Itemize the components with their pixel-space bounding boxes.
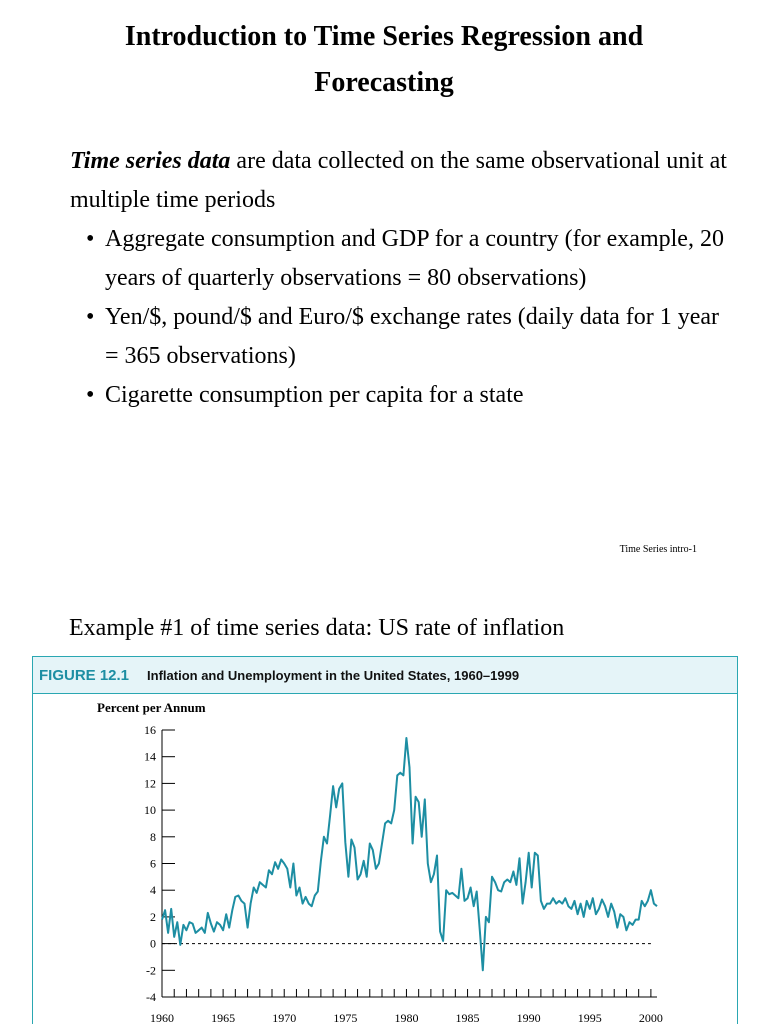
figure-header: [33, 657, 737, 694]
title-line-2: Forecasting: [314, 67, 454, 98]
intro-paragraph: [70, 142, 730, 220]
bullet-dot: •: [86, 304, 95, 330]
intro-term: Time series data: [70, 148, 231, 174]
bullet-dot: •: [86, 226, 95, 252]
bullet-item: [70, 220, 730, 298]
y-tick-label: 10: [144, 803, 156, 818]
figure-panel: [32, 656, 738, 1024]
y-tick-label: 2: [150, 909, 156, 924]
y-tick-label: 0: [150, 936, 156, 951]
y-tick-label: 8: [150, 829, 156, 844]
bullet-text: Yen/$, pound/$ and Euro/$ exchange rates (daily data for 1 year = 365 observations): [105, 304, 720, 369]
y-tick-label: 4: [150, 883, 156, 898]
inflation-series-line: [162, 738, 657, 970]
slide-title: [0, 14, 768, 106]
y-tick-label: -2: [146, 963, 156, 978]
chart-area: [33, 694, 737, 1025]
title-line-1: Introduction to Time Series Regression and: [124, 21, 644, 52]
x-tick-label: 1965: [211, 1011, 236, 1025]
x-tick-label: 1995: [577, 1011, 602, 1025]
bullet-item: [70, 298, 730, 376]
bullet-item: [70, 376, 730, 415]
y-tick-label: 14: [144, 749, 156, 764]
inflation-chart: [33, 694, 737, 1025]
bullet-text: Cigarette consumption per capita for a state: [105, 382, 524, 408]
figure-caption: Inflation and Unemployment in the United States, 1960–1999: [147, 667, 520, 683]
slide-footer: Time Series intro-1: [619, 544, 697, 555]
y-axis-label: Percent per Annum: [97, 700, 206, 715]
example-bullet-list: [70, 220, 730, 415]
y-tick-label: -4: [146, 990, 156, 1004]
y-tick-label: 12: [144, 776, 156, 791]
x-tick-label: 1970: [272, 1011, 297, 1025]
x-tick-label: 1980: [394, 1011, 419, 1025]
y-tick-label: 16: [144, 723, 156, 737]
x-tick-label: 2000: [638, 1011, 663, 1025]
x-tick-label: 1985: [455, 1011, 480, 1025]
bullet-text: Aggregate consumption and GDP for a country (for example, 20 years of quarterly observations = 80 observations): [105, 226, 724, 291]
x-tick-label: 1960: [150, 1011, 174, 1025]
plot-group: [162, 738, 657, 970]
x-tick-label: 1990: [516, 1011, 541, 1025]
bullet-dot: •: [86, 382, 95, 408]
intro-definition: are data collected on the same observational unit at multiple time periods: [70, 148, 727, 213]
x-tick-label: 1975: [333, 1011, 358, 1025]
figure-number: FIGURE 12.1: [39, 666, 130, 684]
intro-block: [70, 142, 730, 415]
y-tick-label: 6: [150, 856, 156, 871]
example-heading: Example #1 of time series data: US rate of inflation: [69, 615, 565, 641]
